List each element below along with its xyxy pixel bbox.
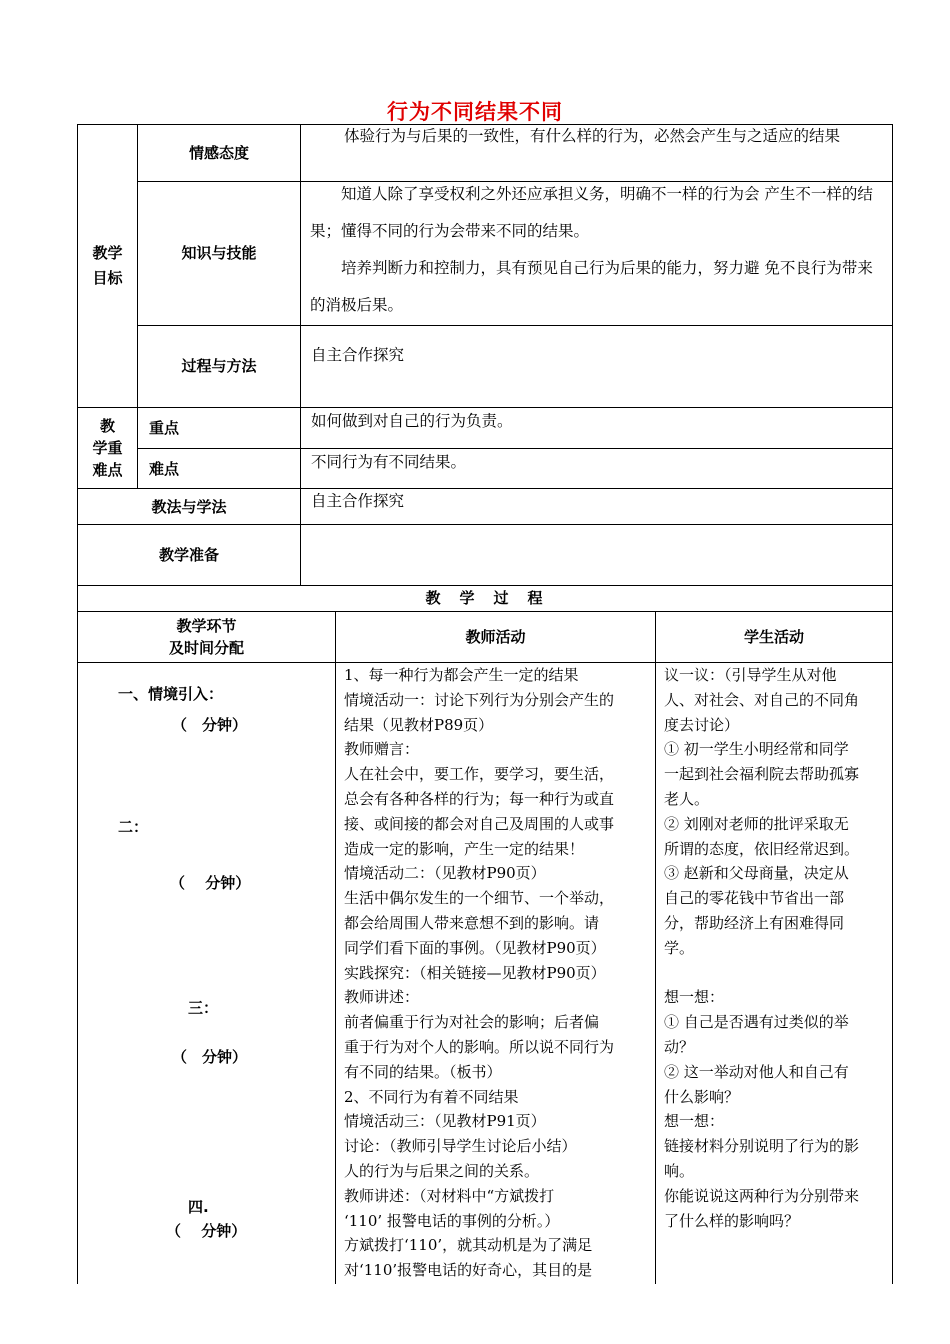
teacher-activity-line: 方斌拨打‘110’，就其动机是为了满足	[344, 1236, 593, 1255]
knowledge-para1: 知道人除了享受权利之外还应承担义务，明确不一样的行为会 产生不一样的结果；懂得不同的行为会带来不同的结果。	[310, 185, 873, 240]
process-method-label: 过程与方法	[181, 357, 257, 375]
stage-1-name: 一、情境引入：	[118, 685, 224, 703]
process-heading: 教 学 过 程	[425, 589, 545, 607]
keypoints-label-line1: 教	[99, 417, 115, 435]
emotion-label: 情感态度	[188, 143, 249, 162]
col-student-header: 学生活动	[743, 627, 804, 646]
teacher-activity-line: 2、不同行为有着不同结果	[344, 1087, 519, 1106]
teacher-activity-line: ‘110’ 报警电话的事例的分析。）	[344, 1211, 560, 1230]
teacher-activity-line: 讨论：（教师引导学生讨论后小结）	[344, 1137, 577, 1156]
student-activity-line	[664, 961, 888, 986]
student-activity-line: 所谓的态度，依旧经常迟到。	[664, 839, 860, 858]
col-teacher-header: 教师活动	[465, 627, 526, 646]
student-activity-line: 人、对社会、对自己的不同角	[664, 690, 860, 709]
student-activity-line: 学。	[664, 938, 695, 957]
teacher-activity-line: 接、或间接的都会对自己及周围的人或事	[344, 814, 615, 833]
student-activity-line: 响。	[664, 1161, 695, 1180]
teacher-activity-line: 都会给周围人带来意想不到的影响。请	[344, 913, 600, 932]
col-stage-header-line2: 及时间分配	[168, 639, 244, 657]
objectives-label	[78, 125, 137, 407]
difficulty-label: 难点	[149, 460, 180, 478]
divider	[655, 611, 656, 1284]
student-activity-line: 链接材料分别说明了行为的影	[664, 1137, 860, 1156]
stage-2-time: （ 分钟）	[170, 874, 251, 892]
document-title: 行为不同结果不同	[387, 100, 563, 124]
teacher-activity-line: 对‘110’报警电话的好奇心，其目的是	[344, 1261, 593, 1280]
teacher-activity-line: 同学们看下面的事例。（见教材P90页）	[344, 938, 606, 957]
student-activity	[664, 663, 888, 1233]
teacher-activity-line: 造成一定的影响，产生一定的结果！	[344, 839, 585, 858]
key-text: 如何做到对自己的行为负责。	[311, 412, 513, 430]
teacher-activity-line: 情境活动三：（见教材P91页）	[344, 1112, 546, 1131]
student-activity-line: 想一想：	[664, 1112, 725, 1131]
student-activity-line: 议一议：（引导学生从对他	[664, 666, 837, 684]
methods-label: 教法与学法	[151, 498, 227, 516]
stage-4-time: （ 分钟）	[166, 1222, 247, 1240]
teacher-activity-line: 生活中偶尔发生的一个细节、一个举动，	[344, 889, 615, 908]
teacher-activity-line: 人的行为与后果之间的关系。	[344, 1161, 540, 1180]
student-activity-line: ① 自己是否遇有过类似的举	[664, 1013, 849, 1032]
teacher-activity-line: 重于行为对个人的影响。所以说不同行为	[344, 1037, 615, 1056]
student-activity-line: 想一想：	[664, 988, 725, 1007]
teacher-activity-line: 有不同的结果。（板书）	[344, 1062, 502, 1081]
objectives-label-line2: 目标	[92, 269, 123, 287]
preparation-label: 教学准备	[158, 545, 219, 564]
knowledge-para2: 培养判断力和控制力，具有预见自己行为后果的能力，努力避 免不良行为带来的消极后果。	[310, 259, 873, 314]
divider	[137, 448, 893, 449]
key-label: 重点	[149, 419, 180, 437]
emotion-text	[313, 124, 887, 148]
divider	[300, 124, 301, 585]
keypoints-label	[78, 408, 137, 488]
student-activity-line: ① 初一学生小明经常和同学	[664, 740, 849, 759]
teacher-activity-line: 1、每一种行为都会产生一定的结果	[344, 666, 579, 684]
stage-4-name: 四.	[188, 1198, 209, 1216]
teacher-activity-line: 实践探究：（相关链接—见教材P90页）	[344, 963, 606, 982]
emotion-text-line: 体验行为与后果的一致性，有什么样的行为，必然会产生与之适应的结果	[344, 127, 841, 145]
col-stage-header-line1: 教学环节	[176, 617, 237, 635]
objectives-label-line1: 教学	[92, 244, 123, 262]
student-activity-line: 了什么样的影响吗？	[664, 1211, 800, 1230]
student-activity-line: 你能说说这两种行为分别带来	[664, 1186, 860, 1205]
teacher-activity-line: 结果（见教材P89页）	[344, 715, 494, 734]
student-activity-line: 一起到社会福利院去帮助孤寡	[664, 765, 860, 784]
student-activity-line: 度去讨论）	[664, 715, 740, 734]
divider	[77, 407, 893, 408]
keypoints-label-line2: 学重	[92, 439, 123, 457]
teacher-activity	[344, 663, 650, 1283]
process-method-text: 自主合作探究	[311, 346, 405, 364]
divider	[335, 611, 336, 1284]
col-stage-header	[78, 612, 335, 662]
student-activity-line: ② 刘刚对老师的批评采取无	[664, 814, 849, 833]
student-activity-line: ② 这一举动对他人和自己有	[664, 1062, 849, 1081]
teacher-activity-line: 人在社会中，要工作，要学习，要生活，	[344, 765, 615, 784]
methods-text: 自主合作探究	[311, 492, 405, 510]
keypoints-label-line3: 难点	[92, 461, 123, 479]
student-activity-line: 分，帮助经济上有困难得同	[664, 913, 845, 932]
stage-1-time: （ 分钟）	[172, 716, 248, 734]
student-activity-line: 自己的零花钱中节省出一部	[664, 889, 845, 908]
student-activity-line: 什么影响？	[664, 1087, 740, 1106]
teacher-activity-line: 教师赠言：	[344, 740, 420, 759]
teacher-activity-line: 教师讲述：	[344, 988, 420, 1007]
teacher-activity-line: 教师讲述：（对材料中“方斌拨打	[344, 1186, 555, 1205]
stage-3-time: （ 分钟）	[172, 1048, 248, 1066]
student-activity-line: 动？	[664, 1037, 695, 1056]
teacher-activity-line: 前者偏重于行为对社会的影响；后者偏	[344, 1013, 600, 1032]
teacher-activity-line: 情境活动一：讨论下列行为分别会产生的	[344, 690, 615, 709]
student-activity-line: 老人。	[664, 789, 710, 808]
teacher-activity-line: 情境活动二：（见教材P90页）	[344, 864, 546, 883]
stage-3-name: 三：	[188, 999, 219, 1017]
knowledge-text	[310, 176, 886, 324]
knowledge-label: 知识与技能	[181, 244, 257, 262]
difficulty-text: 不同行为有不同结果。	[311, 453, 467, 471]
stage-2-name: 二：	[118, 818, 149, 836]
table-border-right	[892, 124, 893, 1284]
teacher-activity-line: 总会有各种各样的行为；每一种行为或直	[344, 789, 615, 808]
student-activity-line: ③ 赵新和父母商量，决定从	[664, 864, 849, 883]
